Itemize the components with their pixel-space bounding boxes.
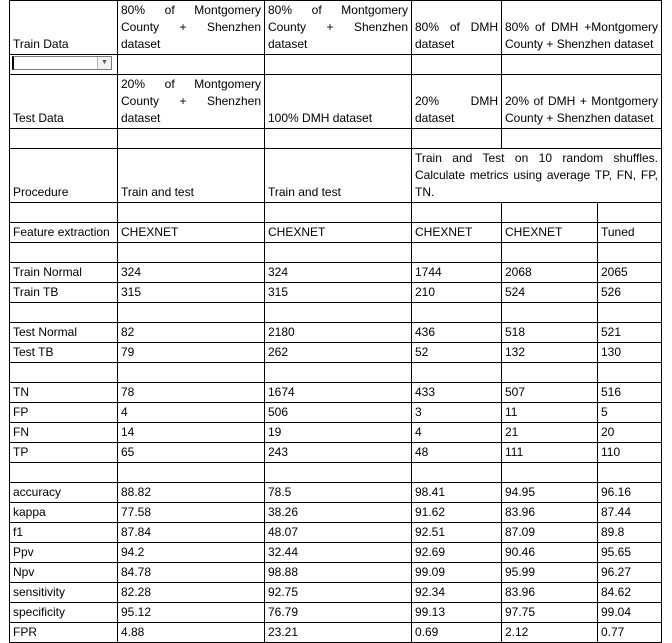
train-data-row	[10, 1, 662, 55]
test-data-col3[interactable]: 20% DMH dataset	[412, 75, 502, 129]
value-cell[interactable]: 436	[412, 323, 502, 343]
value-cell[interactable]: 2068	[502, 263, 598, 283]
value-cell[interactable]: 94.95	[502, 483, 598, 503]
blank-cell[interactable]	[10, 243, 118, 263]
value-cell[interactable]: 19	[265, 423, 412, 443]
feature-col5[interactable]: Tuned	[598, 223, 662, 243]
blank-cell[interactable]	[412, 463, 502, 483]
blank-cell[interactable]	[412, 203, 502, 223]
procedure-col3[interactable]: Train and Test on 10 random shuffles. Calculate metrics using average TP, FN, FP, TN.	[412, 149, 662, 203]
value-cell[interactable]: 21	[502, 423, 598, 443]
value-cell[interactable]: 52	[412, 343, 502, 363]
data-row	[10, 543, 662, 563]
spacer-row	[10, 363, 662, 383]
data-row	[10, 563, 662, 583]
value-cell[interactable]: 92.51	[412, 523, 502, 543]
value-cell[interactable]: 82.28	[118, 583, 265, 603]
value-cell[interactable]: 526	[598, 283, 662, 303]
value-cell[interactable]: 92.75	[265, 583, 412, 603]
value-cell[interactable]: 79	[118, 343, 265, 363]
value-cell[interactable]: 83.96	[502, 503, 598, 523]
data-row	[10, 443, 662, 463]
value-cell[interactable]: 130	[598, 343, 662, 363]
value-cell[interactable]: 95.12	[118, 603, 265, 623]
value-cell[interactable]: 88.82	[118, 483, 265, 503]
value-cell[interactable]: 98.88	[265, 563, 412, 583]
value-cell[interactable]: 96.16	[598, 483, 662, 503]
value-cell[interactable]: 4	[412, 423, 502, 443]
row-label: Train Normal	[10, 263, 118, 283]
value-cell[interactable]: 78	[118, 383, 265, 403]
blank-cell[interactable]	[598, 463, 662, 483]
value-cell[interactable]: 4.88	[118, 623, 265, 643]
dropdown-arrow-icon[interactable]: ▼	[97, 57, 111, 69]
blank-cell[interactable]	[502, 463, 598, 483]
value-cell[interactable]: 324	[265, 263, 412, 283]
cell-dropdown[interactable]	[12, 56, 112, 70]
row-label: FN	[10, 423, 118, 443]
blank-cell[interactable]	[502, 55, 662, 75]
blank-cell[interactable]	[118, 203, 265, 223]
value-cell[interactable]: 11	[502, 403, 598, 423]
row-label: specificity	[10, 603, 118, 623]
blank-cell[interactable]	[502, 363, 598, 383]
row-label: kappa	[10, 503, 118, 523]
data-row	[10, 623, 662, 643]
row-label: sensitivity	[10, 583, 118, 603]
blank-cell[interactable]	[502, 129, 662, 149]
value-cell[interactable]: 84.78	[118, 563, 265, 583]
data-row	[10, 503, 662, 523]
value-cell[interactable]: 518	[502, 323, 598, 343]
feature-extraction-label: Feature extraction	[10, 223, 118, 243]
spacer-row	[10, 243, 662, 263]
blank-cell[interactable]	[502, 243, 598, 263]
train-data-col3[interactable]: 80% of DMH dataset	[412, 1, 502, 55]
value-cell[interactable]: 210	[412, 283, 502, 303]
value-cell[interactable]: 132	[502, 343, 598, 363]
data-row	[10, 323, 662, 343]
data-row	[10, 583, 662, 603]
value-cell[interactable]: 65	[118, 443, 265, 463]
data-row	[10, 523, 662, 543]
value-cell[interactable]: 2.12	[502, 623, 598, 643]
blank-cell[interactable]	[598, 203, 662, 223]
spacer-row	[10, 303, 662, 323]
value-cell[interactable]: 99.04	[598, 603, 662, 623]
blank-cell[interactable]	[118, 55, 265, 75]
value-cell[interactable]: 243	[265, 443, 412, 463]
blank-cell[interactable]	[598, 363, 662, 383]
blank-cell[interactable]	[502, 203, 598, 223]
row-label: Ppv	[10, 543, 118, 563]
blank-cell[interactable]	[118, 129, 265, 149]
value-cell[interactable]: 433	[412, 383, 502, 403]
value-cell[interactable]: 84.62	[598, 583, 662, 603]
blank-cell[interactable]	[412, 363, 502, 383]
value-cell[interactable]: 97.75	[502, 603, 598, 623]
feature-col1[interactable]: CHEXNET	[118, 223, 265, 243]
value-cell[interactable]: 507	[502, 383, 598, 403]
value-cell[interactable]: 521	[598, 323, 662, 343]
test-data-col1[interactable]: 20% of Montgomery County + Shenzhen dataset	[118, 75, 265, 129]
test-data-label: Test Data	[10, 75, 118, 129]
value-cell[interactable]: 524	[502, 283, 598, 303]
value-cell[interactable]: 262	[265, 343, 412, 363]
value-cell[interactable]: 0.77	[598, 623, 662, 643]
value-cell[interactable]: 77.58	[118, 503, 265, 523]
test-data-col2[interactable]: 100% DMH dataset	[265, 75, 412, 129]
value-cell[interactable]: 96.27	[598, 563, 662, 583]
spacer-row	[10, 129, 662, 149]
value-cell[interactable]: 94.2	[118, 543, 265, 563]
value-cell[interactable]: 3	[412, 403, 502, 423]
value-cell[interactable]: 0.69	[412, 623, 502, 643]
blank-cell[interactable]	[265, 363, 412, 383]
row-label: FPR	[10, 623, 118, 643]
train-data-col2[interactable]: 80% of Montgomery County + Shenzhen dataset	[265, 1, 412, 55]
value-cell[interactable]: 324	[118, 263, 265, 283]
value-cell[interactable]: 1674	[265, 383, 412, 403]
data-row	[10, 343, 662, 363]
value-cell[interactable]: 5	[598, 403, 662, 423]
data-row	[10, 483, 662, 503]
train-data-label: Train Data	[10, 1, 118, 55]
blank-cell[interactable]	[118, 363, 265, 383]
value-cell[interactable]: 111	[502, 443, 598, 463]
blank-cell[interactable]	[265, 463, 412, 483]
blank-cell[interactable]	[412, 129, 502, 149]
blank-cell[interactable]	[265, 55, 412, 75]
feature-extraction-row	[10, 223, 662, 243]
value-cell[interactable]: 506	[265, 403, 412, 423]
value-cell[interactable]: 98.41	[412, 483, 502, 503]
value-cell[interactable]: 14	[118, 423, 265, 443]
spacer-row	[10, 463, 662, 483]
value-cell[interactable]: 99.13	[412, 603, 502, 623]
value-cell[interactable]: 95.99	[502, 563, 598, 583]
data-row	[10, 403, 662, 423]
value-cell[interactable]: 48.07	[265, 523, 412, 543]
value-cell[interactable]: 99.09	[412, 563, 502, 583]
train-data-col4[interactable]: 80% of DMH +Montgomery County + Shenzhen dataset	[502, 1, 662, 55]
value-cell[interactable]: 92.34	[412, 583, 502, 603]
blank-cell[interactable]	[412, 243, 502, 263]
blank-cell[interactable]	[10, 463, 118, 483]
row-label: TP	[10, 443, 118, 463]
data-row	[10, 383, 662, 403]
blank-cell[interactable]	[118, 463, 265, 483]
value-cell[interactable]: 95.65	[598, 543, 662, 563]
value-cell[interactable]: 315	[118, 283, 265, 303]
value-cell[interactable]: 82	[118, 323, 265, 343]
blank-cell[interactable]	[598, 303, 662, 323]
blank-cell[interactable]	[265, 303, 412, 323]
value-cell[interactable]: 76.79	[265, 603, 412, 623]
procedure-label: Procedure	[10, 149, 118, 203]
value-cell[interactable]: 89.8	[598, 523, 662, 543]
blank-cell[interactable]	[502, 303, 598, 323]
feature-col4[interactable]: CHEXNET	[502, 223, 598, 243]
row-label: TN	[10, 383, 118, 403]
row-label: Test TB	[10, 343, 118, 363]
blank-cell[interactable]	[412, 303, 502, 323]
spacer-row	[10, 203, 662, 223]
dropdown-row	[10, 55, 662, 75]
blank-cell[interactable]	[265, 129, 412, 149]
train-data-col1[interactable]: 80% of Montgomery County + Shenzhen dataset	[118, 1, 265, 55]
value-cell[interactable]: 23.21	[265, 623, 412, 643]
value-cell[interactable]: 32.44	[265, 543, 412, 563]
value-cell[interactable]: 92.69	[412, 543, 502, 563]
value-cell[interactable]: 110	[598, 443, 662, 463]
procedure-row	[10, 149, 662, 203]
results-table	[9, 0, 662, 643]
value-cell[interactable]: 2065	[598, 263, 662, 283]
value-cell[interactable]: 315	[265, 283, 412, 303]
value-cell[interactable]: 2180	[265, 323, 412, 343]
blank-cell[interactable]	[10, 303, 118, 323]
value-cell[interactable]: 4	[118, 403, 265, 423]
blank-cell[interactable]	[598, 243, 662, 263]
test-data-row	[10, 75, 662, 129]
blank-cell[interactable]	[412, 55, 502, 75]
value-cell[interactable]: 87.44	[598, 503, 662, 523]
value-cell[interactable]: 83.96	[502, 583, 598, 603]
feature-col2[interactable]: CHEXNET	[265, 223, 412, 243]
feature-col3[interactable]: CHEXNET	[412, 223, 502, 243]
value-cell[interactable]: 91.62	[412, 503, 502, 523]
blank-cell[interactable]	[10, 363, 118, 383]
data-row	[10, 263, 662, 283]
value-cell[interactable]: 20	[598, 423, 662, 443]
procedure-col2[interactable]: Train and test	[265, 149, 412, 203]
blank-cell[interactable]	[265, 243, 412, 263]
test-data-col4[interactable]: 20% of DMH + Montgomery County + Shenzhen dataset	[502, 75, 662, 129]
row-label: f1	[10, 523, 118, 543]
data-row	[10, 283, 662, 303]
row-label: Train TB	[10, 283, 118, 303]
value-cell[interactable]: 48	[412, 443, 502, 463]
value-cell[interactable]: 1744	[412, 263, 502, 283]
blank-cell[interactable]	[118, 243, 265, 263]
row-label: FP	[10, 403, 118, 423]
value-cell[interactable]: 87.09	[502, 523, 598, 543]
value-cell[interactable]: 87.84	[118, 523, 265, 543]
row-label: Test Normal	[10, 323, 118, 343]
value-cell[interactable]: 38.26	[265, 503, 412, 523]
blank-cell[interactable]	[265, 203, 412, 223]
row-label: Npv	[10, 563, 118, 583]
blank-cell[interactable]	[10, 129, 118, 149]
data-row	[10, 423, 662, 443]
blank-cell[interactable]	[118, 303, 265, 323]
row-label: accuracy	[10, 483, 118, 503]
value-cell[interactable]: 516	[598, 383, 662, 403]
procedure-col1[interactable]: Train and test	[118, 149, 265, 203]
selected-cell[interactable]	[10, 55, 118, 75]
value-cell[interactable]: 90.46	[502, 543, 598, 563]
value-cell[interactable]: 78.5	[265, 483, 412, 503]
blank-cell[interactable]	[10, 203, 118, 223]
